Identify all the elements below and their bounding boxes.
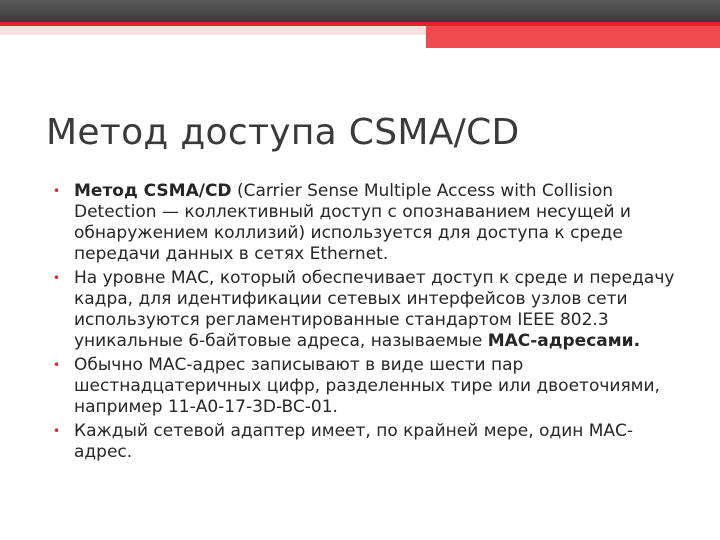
bullet-icon <box>53 358 60 372</box>
bullet-icon <box>53 424 60 438</box>
bullet-item <box>52 421 688 463</box>
header-dark-bar <box>0 0 720 22</box>
slide-title: Метод доступа CSMA/CD <box>46 112 520 153</box>
bullet-text: Каждый сетевой адаптер имеет, по крайней мере, один МАС-адрес. <box>74 421 634 462</box>
bullet-bold-text: МАС-адресами. <box>487 331 641 351</box>
header-red-block <box>426 26 720 48</box>
bullet-text: На уровне МАС, который обеспечивает доступ к среде и передачу кадра, для идентификации сетевых интерфейсов узлов сети используются регламентированные стандартом IEEE 802.3 уникальные 6-байтовые адреса, называемые <box>74 268 675 351</box>
bullet-item <box>52 181 688 265</box>
slide-body <box>52 181 688 466</box>
bullet-icon <box>53 184 60 198</box>
bullet-item <box>52 268 688 352</box>
bullet-text: (Carrier Sense Multiple Access with Collision Detection — коллективный доступ с опознаванием несущей и обнаружением коллизий) используется для доступа к среде передачи данных в сетях Ethernet. <box>74 181 631 264</box>
bullet-icon <box>53 271 60 285</box>
bullet-bold-text: Метод CSMA/CD <box>74 181 232 201</box>
bullet-item <box>52 355 688 418</box>
bullet-text: Обычно МАС-адрес записывают в виде шести пар шестнадцатеричных цифр, разделенных тире или двоеточиями, например 11-A0-17-3D-BC-01. <box>74 355 660 417</box>
